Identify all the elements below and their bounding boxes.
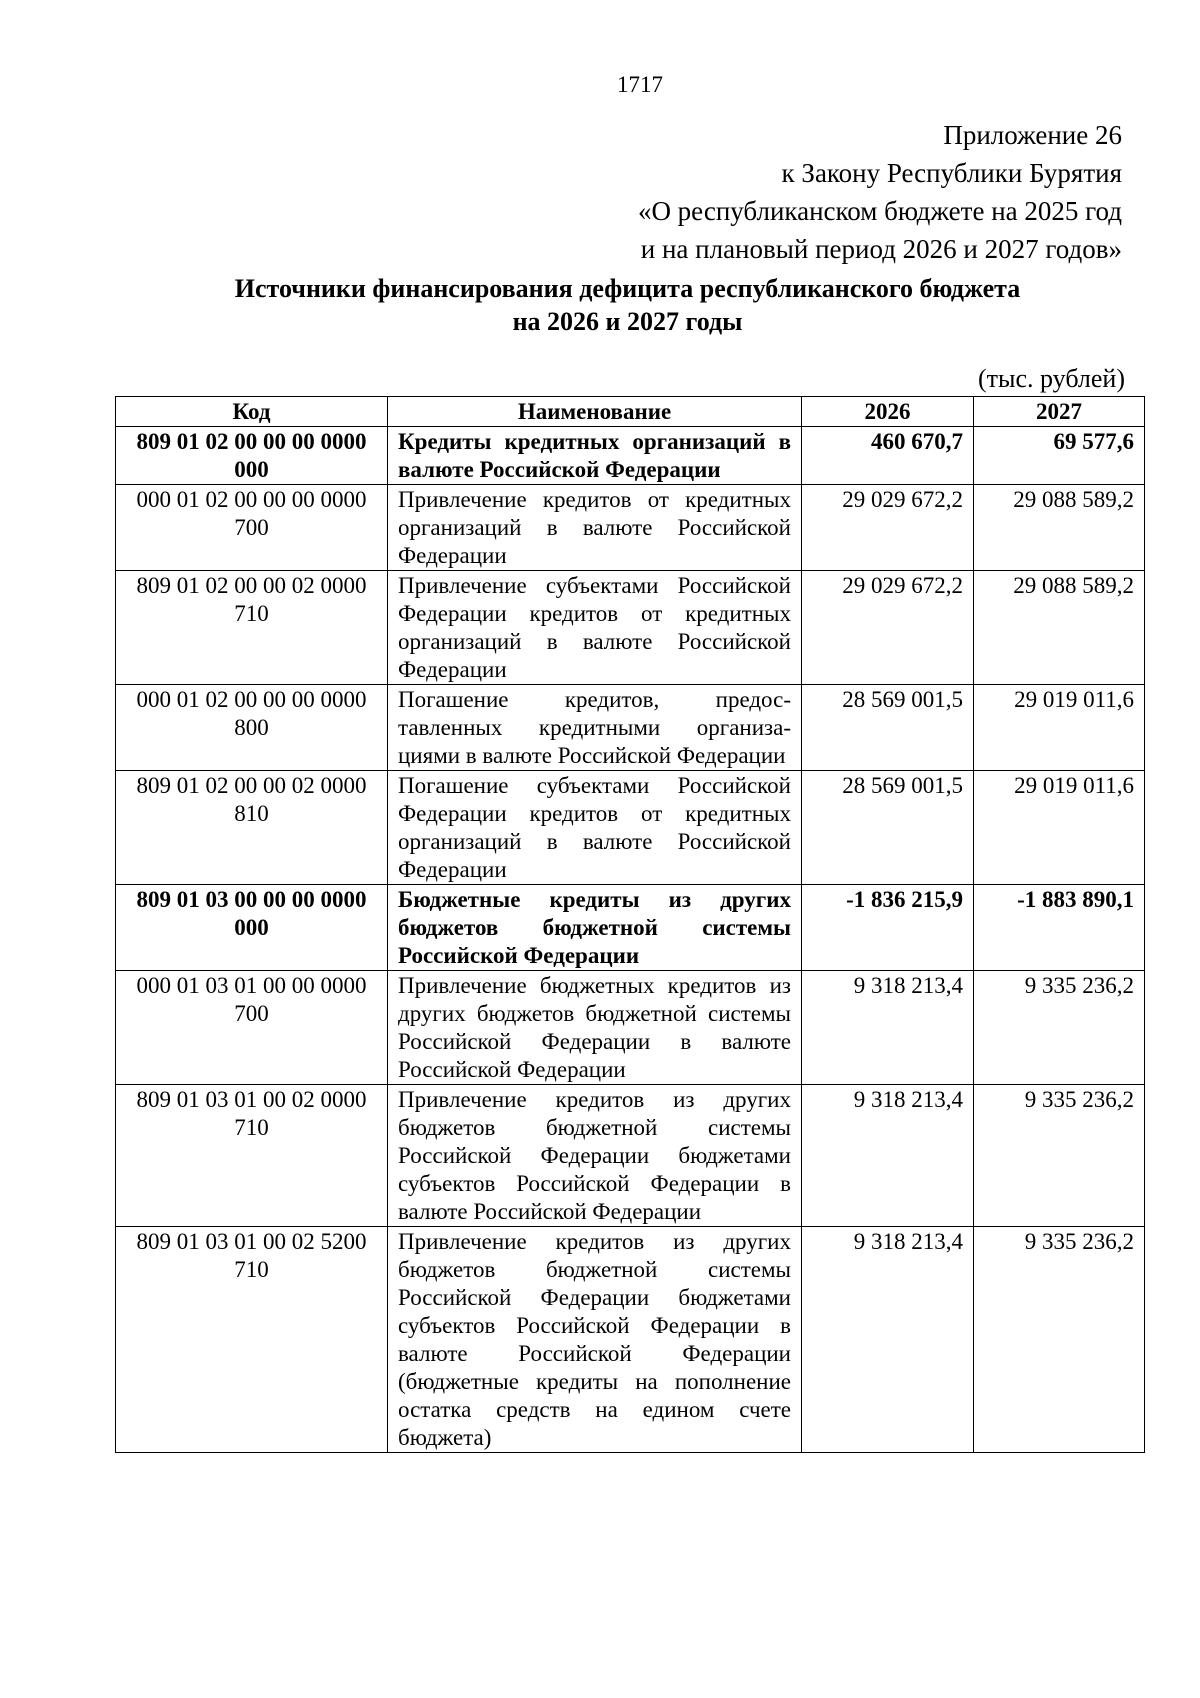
value-2026-cell: 29 029 672,2 — [802, 571, 974, 685]
value-2027-cell: -1 883 890,1 — [974, 885, 1145, 971]
value-2027-cell: 9 335 236,2 — [974, 971, 1145, 1085]
table-row — [116, 485, 1145, 571]
table-row — [116, 1227, 1145, 1453]
value-2026-cell: 9 318 213,4 — [802, 1085, 974, 1227]
value-2027-cell: 69 577,6 — [974, 427, 1145, 485]
value-2026-cell: 9 318 213,4 — [802, 1227, 974, 1453]
code-cell: 000 01 02 00 00 00 0000 800 — [116, 685, 388, 771]
value-2026-cell: 460 670,7 — [802, 427, 974, 485]
value-2027-cell: 29 019 011,6 — [974, 771, 1145, 885]
name-cell: Привлечение бюджетных кредитов из других бюджетов бюджетной системы Российской Федерации в валюте Российской Федерации — [388, 971, 802, 1085]
annex-line-2: к Закону Республики Бурятия — [781, 158, 1122, 188]
table-body — [116, 427, 1145, 1453]
name-cell: Привлечение кредитов от кредитных организаций в валюте Российской Федерации — [388, 485, 802, 571]
annex-header — [422, 116, 1122, 268]
page-number: 1717 — [617, 72, 663, 97]
table-row — [116, 771, 1145, 885]
header-code: Код — [116, 397, 388, 427]
value-2027-cell: 29 088 589,2 — [974, 571, 1145, 685]
name-cell: Кредиты кредитных организаций в валюте Российской Федерации — [388, 427, 802, 485]
table-row — [116, 685, 1145, 771]
name-cell: Погашение субъектами Российской Федерации кредитов от кредитных организаций в валюте Российской Федерации — [388, 771, 802, 885]
annex-line-4: и на плановый период 2026 и 2027 годов» — [640, 234, 1122, 264]
code-cell: 000 01 02 00 00 00 0000 700 — [116, 485, 388, 571]
value-2026-cell: 28 569 001,5 — [802, 685, 974, 771]
value-2027-cell: 9 335 236,2 — [974, 1227, 1145, 1453]
title-line-2: на 2026 и 2027 годы — [512, 307, 743, 336]
header-2027: 2027 — [974, 397, 1145, 427]
code-cell: 809 01 03 00 00 00 0000 000 — [116, 885, 388, 971]
table-row — [116, 571, 1145, 685]
value-2026-cell: 29 029 672,2 — [802, 485, 974, 571]
code-cell: 809 01 02 00 00 02 0000 710 — [116, 571, 388, 685]
value-2027-cell: 9 335 236,2 — [974, 1085, 1145, 1227]
value-2026-cell: 9 318 213,4 — [802, 971, 974, 1085]
table-row — [116, 971, 1145, 1085]
table-row — [116, 885, 1145, 971]
value-2026-cell: 28 569 001,5 — [802, 771, 974, 885]
header-2026: 2026 — [802, 397, 974, 427]
table-row — [116, 427, 1145, 485]
name-cell: Привлечение кредитов из других бюджетов бюджетной системы Российской Федерации бюджетами субъектов Российской Федерации в валюте Российской Федерации (бюджетные кредиты на пополнение остатка средств на едином счете бюджета) — [388, 1227, 802, 1453]
code-cell: 809 01 03 01 00 02 0000 710 — [116, 1085, 388, 1227]
value-2026-cell: -1 836 215,9 — [802, 885, 974, 971]
value-2027-cell: 29 088 589,2 — [974, 485, 1145, 571]
value-2027-cell: 29 019 011,6 — [974, 685, 1145, 771]
annex-line-3: «О республиканском бюджете на 2025 год — [637, 196, 1122, 226]
table-header-row — [116, 397, 1145, 427]
table-row — [116, 1085, 1145, 1227]
annex-line-1: Приложение 26 — [943, 120, 1122, 150]
name-cell: Привлечение субъектами Российской Федерации кредитов от кредитных организаций в валюте Российской Федерации — [388, 571, 802, 685]
title-line-1: Источники финансирования дефицита республиканского бюджета — [234, 274, 1021, 303]
code-cell: 809 01 02 00 00 02 0000 810 — [116, 771, 388, 885]
code-cell: 000 01 03 01 00 00 0000 700 — [116, 971, 388, 1085]
budget-table — [115, 396, 1145, 1453]
document-title — [115, 272, 1140, 338]
name-cell: Бюджетные кредиты из других бюджетов бюджетной системы Российской Федерации — [388, 885, 802, 971]
unit-label: (тыс. рублей) — [977, 364, 1125, 393]
code-cell: 809 01 02 00 00 00 0000 000 — [116, 427, 388, 485]
name-cell: Привлечение кредитов из других бюджетов бюджетной системы Российской Федерации бюджетами субъектов Российской Федерации в валюте Российской Федерации — [388, 1085, 802, 1227]
header-name: Наименование — [388, 397, 802, 427]
name-cell: Погашение кредитов, предос-тавленных кредитными организа-циями в валюте Российской Федерации — [388, 685, 802, 771]
code-cell: 809 01 03 01 00 02 5200 710 — [116, 1227, 388, 1453]
